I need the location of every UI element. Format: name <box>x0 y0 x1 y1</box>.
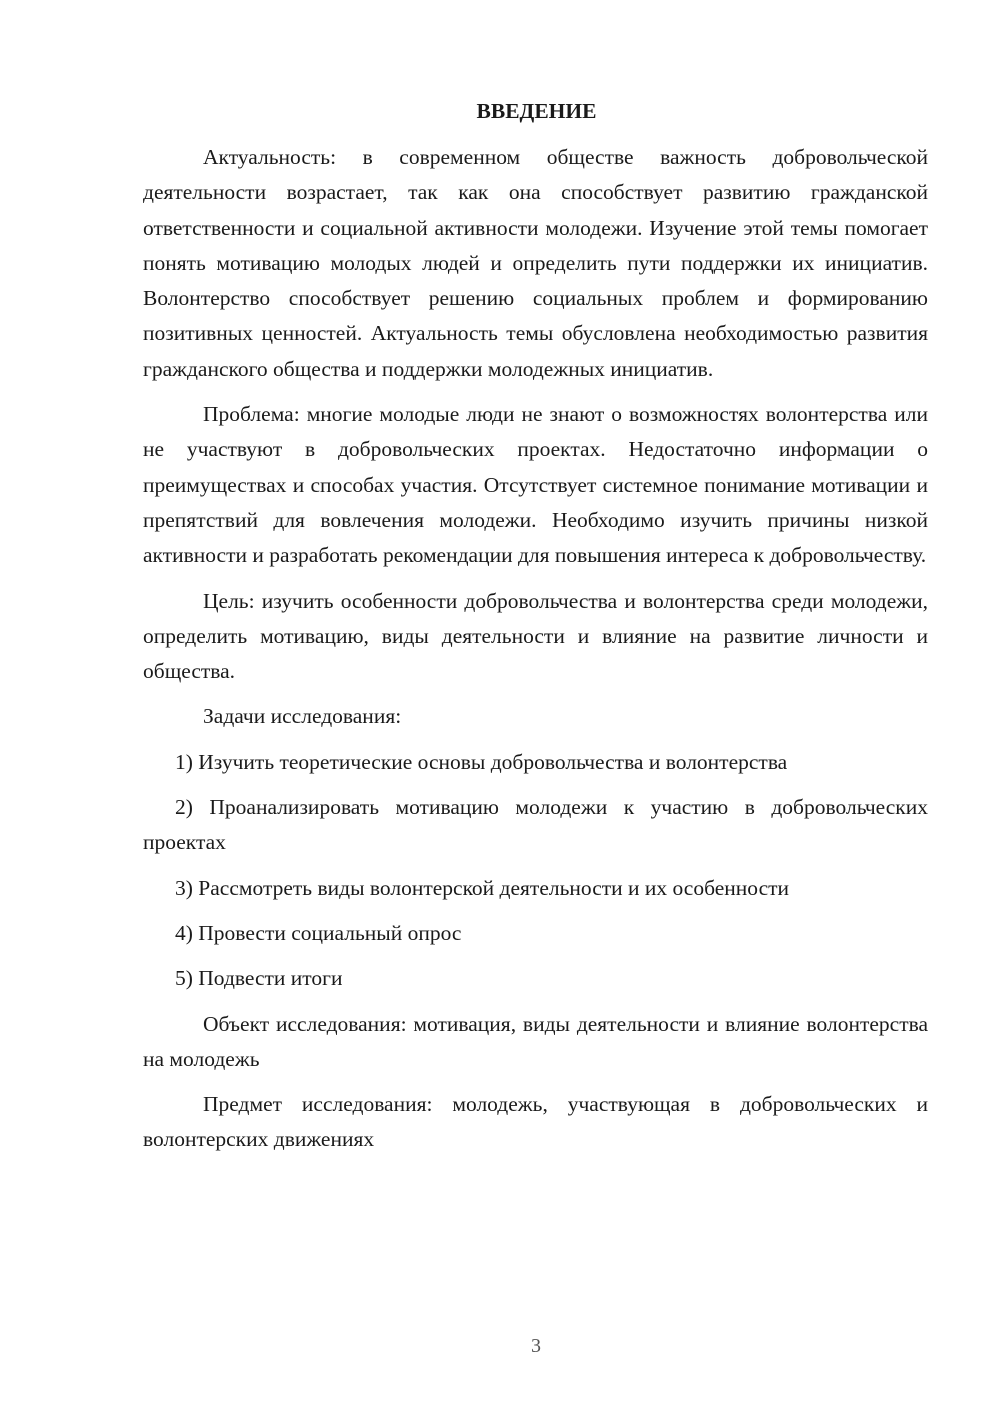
paragraph-problem: Проблема: многие молодые люди не знают о возможностях волонтерства или не участвуют в добровольческих проектах. Недостаточно информации о преимуществах и способах участия. Отсутствует системное понимание мотивации и препятствий для вовлечения молодежи. Необходимо изучить причины низкой активности и разработать рекомендации для повышения интереса к добровольчеству. <box>143 402 928 568</box>
list-item: 2) Проанализировать мотивацию молодежи к участию в добровольческих проектах <box>143 795 928 855</box>
tasks-list <box>143 745 928 997</box>
tasks-heading: Задачи исследования: <box>203 704 402 729</box>
list-item: 3) Рассмотреть виды волонтерской деятельности и их особенности <box>175 875 790 900</box>
paragraph-goal: Цель: изучить особенности добровольчества и волонтерства среди молодежи, определить мотивацию, виды деятельности и влияние на развитие личности и общества. <box>143 588 928 684</box>
section-title: ВВЕДЕНИЕ <box>476 99 597 123</box>
paragraph-subject: Предмет исследования: молодежь, участвующая в добровольческих и волонтерских движениях <box>143 1092 928 1152</box>
page-number: 3 <box>531 1335 541 1357</box>
list-item: 1) Изучить теоретические основы добровольчества и волонтерства <box>175 749 788 774</box>
list-item: 5) Подвести итоги <box>175 966 343 991</box>
list-item: 4) Провести социальный опрос <box>175 920 462 945</box>
document-page <box>143 95 928 1168</box>
paragraph-relevance: Актуальность: в современном обществе важность добровольческой деятельности возрастает, так как она способствует развитию гражданской ответственности и социальной активности молодежи. Изучение этой темы помогает понять мотивацию молодых людей и определить пути поддержки их инициатив. Волонтерство способствует решению социальных проблем и формированию позитивных ценностей. Актуальность темы обусловлена необходимостью развития гражданского общества и поддержки молодежных инициатив. <box>143 145 928 381</box>
paragraph-object: Объект исследования: мотивация, виды деятельности и влияние волонтерства на молодежь <box>143 1011 928 1071</box>
